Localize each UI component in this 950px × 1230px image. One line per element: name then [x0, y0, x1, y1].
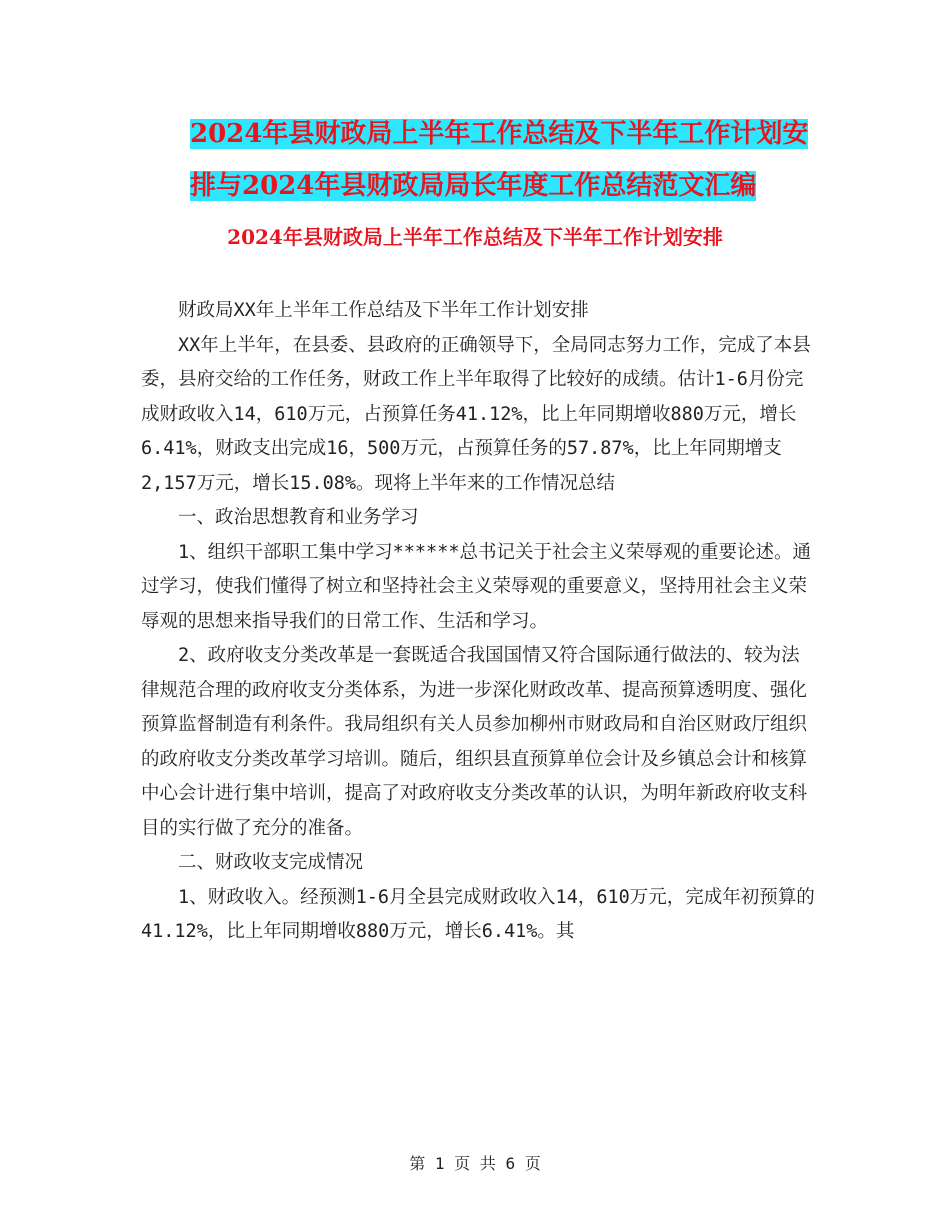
- title-line-2: 排与2024年县财政局局长年度工作总结范文汇编: [190, 171, 757, 201]
- document-body: [141, 294, 815, 950]
- paragraph: XX年上半年，在县委、县政府的正确领导下，全局同志努力工作，完成了本县委，县府交给的工作任务，财政工作上半年取得了比较好的成绩。估计1-6月份完成财政收入14，610万元，占预算任务41.12%，比上年同期增收880万元，增长6.41%，财政支出完成16，500万元，占预算任务的57.87%，比上年同期增支2,157万元，增长15.08%。现将上半年来的工作情况总结: [141, 334, 811, 494]
- page-number-footer: 第 1 页 共 6 页: [409, 1154, 541, 1173]
- section-title: 2024年县财政局上半年工作总结及下半年工作计划安排: [227, 225, 723, 249]
- paragraph: 财政局XX年上半年工作总结及下半年工作计划安排: [178, 300, 589, 321]
- paragraph: 二、财政收支完成情况: [178, 852, 364, 873]
- paragraph: 1、财政收入。经预测1-6月全县完成财政收入14，610万元，完成年初预算的41.12%，比上年同期增收880万元，增长6.41%。其: [141, 886, 815, 942]
- paragraph: 一、政治思想教育和业务学习: [178, 507, 419, 528]
- document-title: [190, 108, 830, 212]
- paragraph: 1、组织干部职工集中学习******总书记关于社会主义荣辱观的重要论述。通过学习，使我们懂得了树立和坚持社会主义荣辱观的重要意义，坚持用社会主义荣辱观的思想来指导我们的日常工作、生活和学习。: [141, 541, 811, 632]
- paragraph: 2、政府收支分类改革是一套既适合我国国情又符合国际通行做法的、较为法律规范合理的政府收支分类体系，为进一步深化财政改革、提高预算透明度、强化预算监督制造有利条件。我局组织有关人员参加柳州市财政局和自治区财政厅组织的政府收支分类改革学习培训。随后，组织县直预算单位会计及乡镇总会计和核算中心会计进行集中培训，提高了对政府收支分类改革的认识，为明年新政府收支科目的实行做了充分的准备。: [141, 645, 808, 839]
- title-line-1: 2024年县财政局上半年工作总结及下半年工作计划安: [190, 119, 809, 149]
